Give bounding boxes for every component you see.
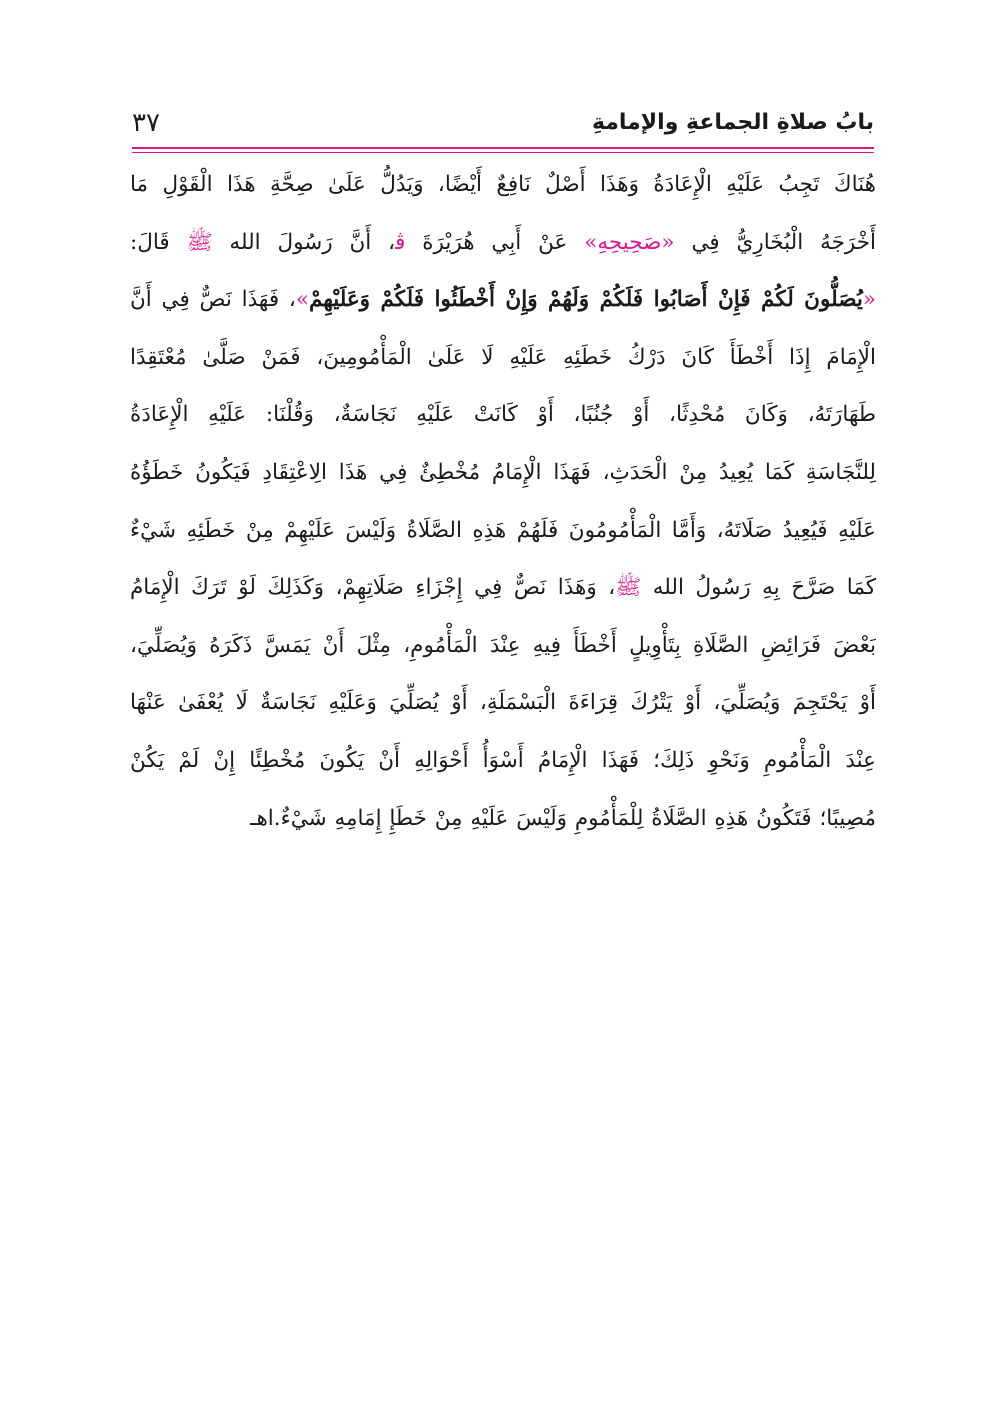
text-line-8 xyxy=(130,559,876,617)
chapter-title: بابُ صلاةِ الجماعةِ والإمامةِ xyxy=(591,110,874,135)
text-line-11: عِنْدَ الْمَأْمُومِ وَنَحْوِ ذَلِكَ؛ فَهَذَا الْإِمَامُ أَسْوَأُ أَحْوَالِهِ أَنْ يَكُونَ مُخْطِئًا إِنْ لَمْ يَكُنْ xyxy=(130,747,876,773)
text-segment: ، أَنَّ رَسُولَ الله xyxy=(212,229,396,255)
header-rule-thin xyxy=(132,152,874,153)
text-line-6: لِلنَّجَاسَةِ كَمَا يُعِيدُ مِنْ الْحَدَثِ، فَهَذَا الْإِمَامُ مُخْطِئٌ فِي هَذَا الِاعْتِقَادِ فَيَكُونُ خَطَؤُهُ xyxy=(130,459,876,485)
header-rule-thick xyxy=(132,147,874,149)
text-line-4: الْإِمَامَ إِذَا أَخْطَأَ كَانَ دَرْكُ خَطَئِهِ عَلَيْهِ لَا عَلَىٰ الْمَأْمُومِينَ، فَمَنْ صَلَّىٰ مُعْتَقِدًا xyxy=(130,344,876,370)
text-segment: ، فَهَذَا نَصٌّ فِي أَنَّ xyxy=(130,287,296,313)
text-line-1: هُنَاكَ تَجِبُ عَلَيْهِ الْإِعَادَةُ وَهَذَا أَصْلٌ نَافِعٌ أَيْضًا، وَيَدُلُّ عَلَىٰ صِحَّةِ هَذَا الْقَوْلِ مَا xyxy=(130,172,876,197)
hadith-quote: يُصَلُّونَ لَكُمْ فَإِنْ أَصَابُوا فَلَكُمْ وَلَهُمْ وَإِنْ أَخْطَئُوا فَلَكُمْ وَعَلَيْهِمْ xyxy=(309,287,863,313)
page-number: ٣٧ xyxy=(132,108,160,138)
text-segment: عَنْ أَبِي هُرَيْرَةَ xyxy=(405,229,585,255)
text-segment: كَمَا صَرَّحَ بِهِ رَسُولُ الله xyxy=(641,575,876,601)
text-line-3 xyxy=(130,271,876,329)
quote-open: « xyxy=(862,287,876,313)
text-line-7: عَلَيْهِ فَيُعِيدُ صَلَاتَهُ، وَأَمَّا الْمَأْمُومُونَ فَلَهُمْ هَذِهِ الصَّلَاةُ وَلَيْسَ عَلَيْهِمْ مِنْ خَطَئِهِ شَيْءٌ xyxy=(130,517,876,543)
text-line-2 xyxy=(130,214,876,272)
text-segment: أَخْرَجَهُ الْبُخَارِيُّ فِي xyxy=(674,229,876,255)
text-line-10: أَوْ يَحْتَجِمَ وَيُصَلِّيَ، أَوْ يَتْرُكَ قِرَاءَةَ الْبَسْمَلَةِ، أَوْ يُصَلِّيَ وَعَلَيْهِ نَجَاسَةٌ لَا يُعْفَىٰ عَنْهَا xyxy=(130,690,876,716)
text-line-9: بَعْضَ فَرَائِضِ الصَّلَاةِ بِتَأْوِيلٍ أَخْطَأَ فِيهِ عِنْدَ الْمَأْمُومِ، مِثْلَ أَنْ يَمَسَّ ذَكَرَهُ وَيُصَلِّيَ، xyxy=(130,632,876,658)
quote-close: » xyxy=(295,287,310,313)
text-line-12: مُصِيبًا؛ فَتَكُونُ هَذِهِ الصَّلَاةُ لِلْمَأْمُومِ وَلَيْسَ عَلَيْهِ مِنْ خَطَإِ إِمَامِهِ شَيْءٌ.اهـ xyxy=(250,805,876,831)
text-line-5: طَهَارَتَهُ، وَكَانَ مُحْدِثًا، أَوْ جُنُبًا، أَوْ كَانَتْ عَلَيْهِ نَجَاسَةٌ، وَقُلْنَا: عَلَيْهِ الْإِعَادَةُ xyxy=(130,402,876,428)
radiallahu-anhu-glyph: ﭬ xyxy=(395,229,406,255)
text-segment: قَالَ: xyxy=(130,229,187,255)
body-text xyxy=(130,156,876,847)
salla-allahu-alayhi-glyph: ﷺ xyxy=(186,229,213,255)
page-header xyxy=(132,108,874,144)
salla-allahu-alayhi-glyph: ﷺ xyxy=(615,575,642,601)
book-citation: «صَحِيحِهِ» xyxy=(584,229,675,255)
text-segment: ، وَهَذَا نَصٌّ فِي إِجْزَاءِ صَلَاتِهِمْ، وَكَذَلِكَ لَوْ تَرَكَ الْإِمَامُ xyxy=(130,575,616,601)
